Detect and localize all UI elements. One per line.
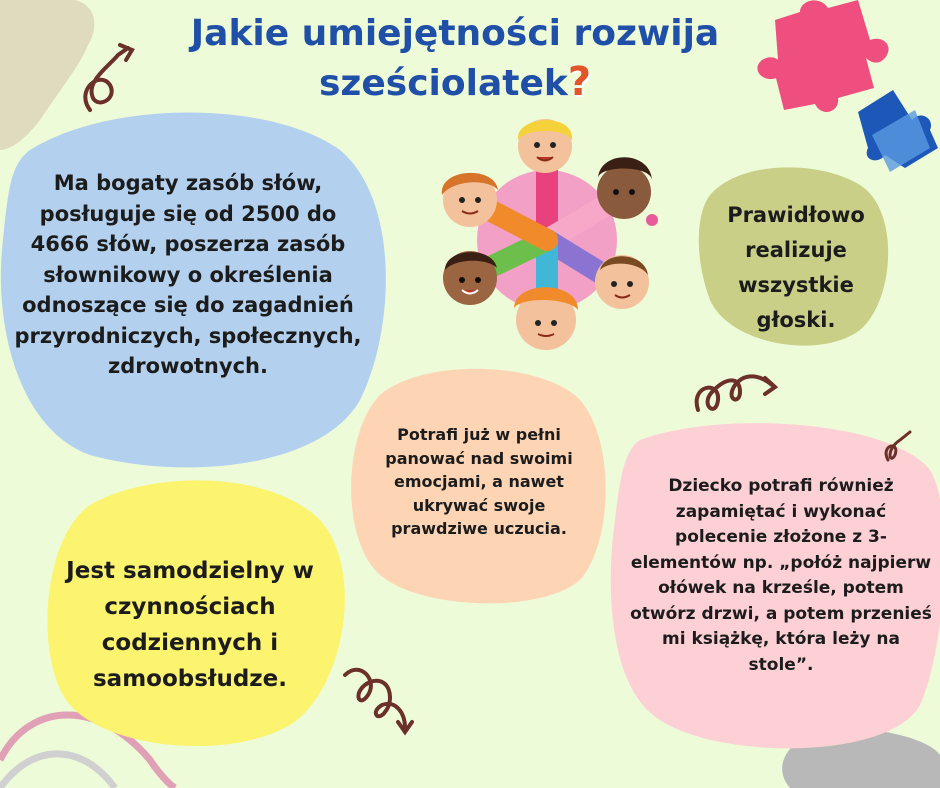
page-title [150,10,760,108]
commands-text: Dziecko potrafi również zapamiętać i wykonać polecenie złożone z 3-elementów np. „połóż najpierw ołówek na krześle, potem otwórz drzwi, a potem przenieś mi książkę, która leży na stole”. [630,476,932,675]
squiggle-arrow-icon [85,45,132,110]
title-line-2 [150,58,760,108]
grey-curve [0,754,115,788]
children-circle-illustration [442,119,658,350]
puzzle-pieces-icon [757,0,938,172]
question-mark-icon: ? [567,59,592,105]
squiggle-arrow-icon [345,670,412,732]
title-line-2-text: sześciolatek [318,63,568,104]
emotions-text: Potrafi już w pełni panować nad swoimi emocjami, a nawet ukrywać swoje prawdziwe uczucia. [385,425,573,538]
pronunciation-text: Prawidłowo realizuje wszystkie głoski. [727,203,865,332]
independence-text: Jest samodzielny w czynnościach codziennych i samoobsłudze. [66,558,314,692]
title-line-1: Jakie umiejętności rozwija [190,13,720,54]
vocabulary-text: Ma bogaty zasób słów, posługuje się od 2500 do 4666 słów, poszerza zasób słownikowy o określenia odnoszące się do zagadnień przyrodniczych, społecznych, zdrowotnych. [14,171,362,378]
beige-shape [0,0,94,150]
squiggle-arrow-icon [697,376,775,410]
